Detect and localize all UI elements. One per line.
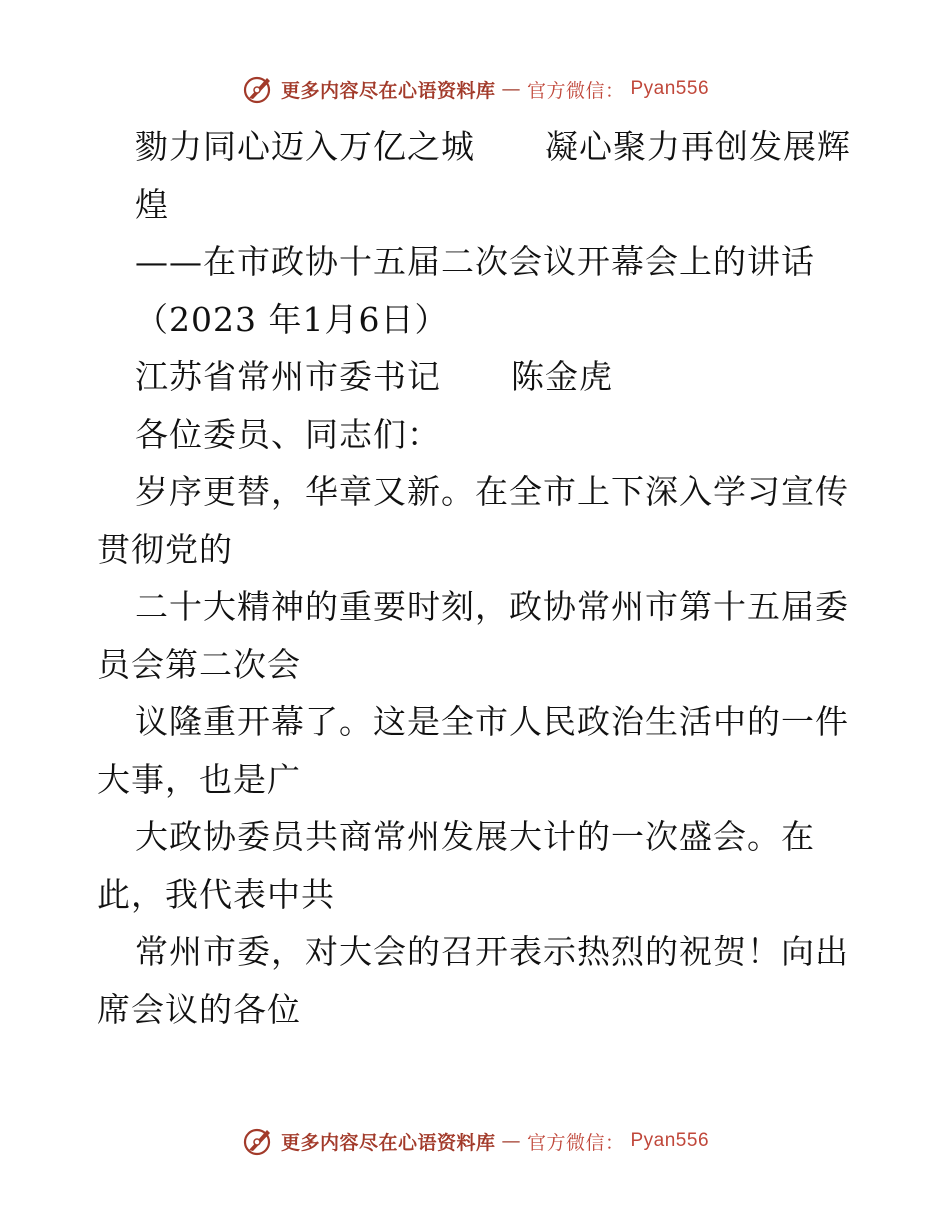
document-body (97, 118, 857, 1038)
footer-watermark (0, 1124, 950, 1158)
author-name: 陈金虎 (511, 357, 613, 396)
watermark-dash: — (501, 78, 521, 100)
watermark-id: Pyan556 (630, 78, 710, 99)
paragraph-line: 岁序更替，华章又新。在全市上下深入学习宣传 (135, 472, 849, 511)
title-part1: 勠力同心迈入万亿之城 (135, 127, 475, 166)
paragraph-line: 大事，也是广 (97, 759, 301, 799)
quill-circle-icon (241, 1124, 275, 1158)
author-org: 江苏省常州市委书记 (135, 357, 441, 396)
title-part2: 凝心聚力再创发展辉 (545, 127, 851, 166)
date-line: （2023 年1月6日） (135, 299, 449, 339)
paragraph-line: 席会议的各位 (97, 989, 301, 1029)
watermark-text: 更多内容尽在心语资料库 (280, 79, 496, 102)
salutation: 各位委员、同志们： (135, 414, 441, 454)
author-line (97, 348, 857, 406)
title-line (97, 118, 857, 176)
paragraph-line: 此，我代表中共 (97, 874, 335, 914)
paragraph-line: 贯彻党的 (97, 529, 233, 569)
paragraph-line: 员会第二次会 (97, 644, 301, 684)
quill-circle-icon (241, 72, 275, 106)
subtitle: ——在市政协十五届二次会议开幕会上的讲话 (135, 242, 815, 281)
paragraph-line: 大政协委员共商常州发展大计的一次盛会。在 (135, 817, 815, 856)
title-continuation: 煌 (135, 184, 169, 224)
watermark-dash: — (501, 1130, 521, 1152)
paragraph-line: 议隆重开幕了。这是全市人民政治生活中的一件 (135, 702, 849, 741)
header-watermark (0, 72, 950, 106)
watermark-suffix: 官方微信： (526, 1131, 625, 1154)
watermark-id: Pyan556 (630, 1130, 710, 1151)
watermark-suffix: 官方微信： (526, 79, 625, 102)
paragraph-line: 二十大精神的重要时刻，政协常州市第十五届委 (135, 587, 849, 626)
paragraph-line: 常州市委，对大会的召开表示热烈的祝贺！向出 (135, 932, 849, 971)
watermark-text: 更多内容尽在心语资料库 (280, 1131, 496, 1154)
